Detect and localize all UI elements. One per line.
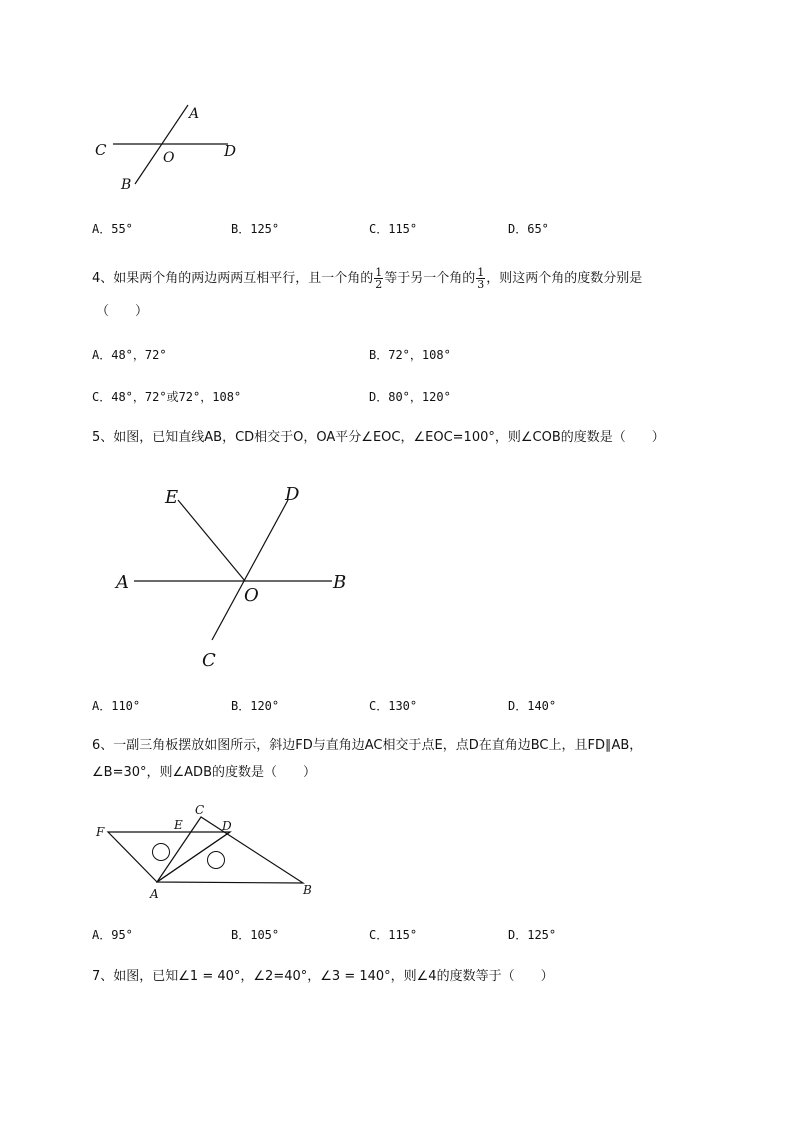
- label-b: B: [121, 177, 132, 193]
- figure-q5-angles: [110, 478, 360, 673]
- q4-frac2-den: 3: [477, 278, 485, 291]
- q5-option-a[interactable]: A．110°: [92, 699, 141, 713]
- q4-text-suffix: ，则这两个角的度数分别是: [486, 271, 643, 286]
- ray-oe: [178, 500, 245, 581]
- q6-option-a[interactable]: A．95°: [92, 928, 133, 942]
- q4-fraction-third: [476, 267, 485, 290]
- line-cd: [212, 500, 288, 640]
- q4-option-a[interactable]: A．48°，72°: [92, 348, 167, 362]
- q4-option-d[interactable]: D．80°，120°: [369, 390, 451, 404]
- label-a: A: [189, 106, 200, 122]
- q5-option-b[interactable]: B．120°: [231, 699, 280, 713]
- label-a: A: [116, 572, 129, 593]
- q4-option-b[interactable]: B．72°，108°: [369, 348, 451, 362]
- label-o: O: [244, 585, 259, 606]
- q3-option-d[interactable]: D．65°: [508, 222, 549, 236]
- q3-option-a[interactable]: A．55°: [92, 222, 133, 236]
- figure-q6-set-squares: [90, 800, 330, 905]
- label-o: O: [163, 150, 175, 166]
- label-d: D: [224, 142, 237, 160]
- q4-frac2-num: 1: [477, 266, 485, 279]
- label-c: C: [202, 650, 216, 671]
- q3-option-c[interactable]: C．115°: [369, 222, 418, 236]
- q6-question-line2: ∠B=30°，则∠ADB的度数是（ ）: [92, 765, 316, 780]
- q4-text-mid: 等于另一个角的: [384, 271, 476, 286]
- q6-option-c[interactable]: C．115°: [369, 928, 418, 942]
- q4-option-c[interactable]: C．48°，72°或72°，108°: [92, 390, 242, 404]
- label-c: C: [195, 803, 205, 817]
- hole-circle-right: [208, 852, 225, 869]
- figure-q3-intersecting-lines: [85, 100, 255, 200]
- q4-answer-paren: （ ）: [96, 304, 149, 319]
- q6-question-line1: 6、一副三角板摆放如图所示，斜边FD与直角边AC相交于点E，点D在直角边BC上，且FD∥AB，: [92, 738, 643, 753]
- label-e: E: [165, 487, 179, 508]
- label-a: A: [150, 887, 159, 901]
- q5-option-c[interactable]: C．130°: [369, 699, 418, 713]
- q4-fraction-half: [374, 267, 383, 290]
- q6-option-d[interactable]: D．125°: [508, 928, 557, 942]
- q4-frac1-den: 2: [375, 278, 383, 291]
- label-b: B: [333, 572, 347, 593]
- q5-question: 5、如图，已知直线AB，CD相交于O，OA平分∠EOC，∠EOC=100°，则∠COB的度数是（ ）: [92, 430, 665, 445]
- hole-circle-left: [153, 844, 170, 861]
- label-d: D: [285, 484, 300, 505]
- label-e: E: [174, 818, 183, 832]
- q4-text-prefix: 4、如果两个角的两边两两互相平行，且一个角的: [92, 271, 374, 286]
- label-d: D: [222, 819, 232, 833]
- label-c: C: [95, 141, 107, 159]
- q4-question: [92, 267, 642, 290]
- q3-option-b[interactable]: B．125°: [231, 222, 280, 236]
- q5-option-d[interactable]: D．140°: [508, 699, 557, 713]
- q6-option-b[interactable]: B．105°: [231, 928, 280, 942]
- q4-frac1-num: 1: [375, 266, 383, 279]
- q7-question: 7、如图，已知∠1 = 40°，∠2=40°，∠3 = 140°，则∠4的度数等于（ ）: [92, 969, 554, 984]
- label-f: F: [96, 825, 105, 839]
- label-b: B: [303, 883, 312, 897]
